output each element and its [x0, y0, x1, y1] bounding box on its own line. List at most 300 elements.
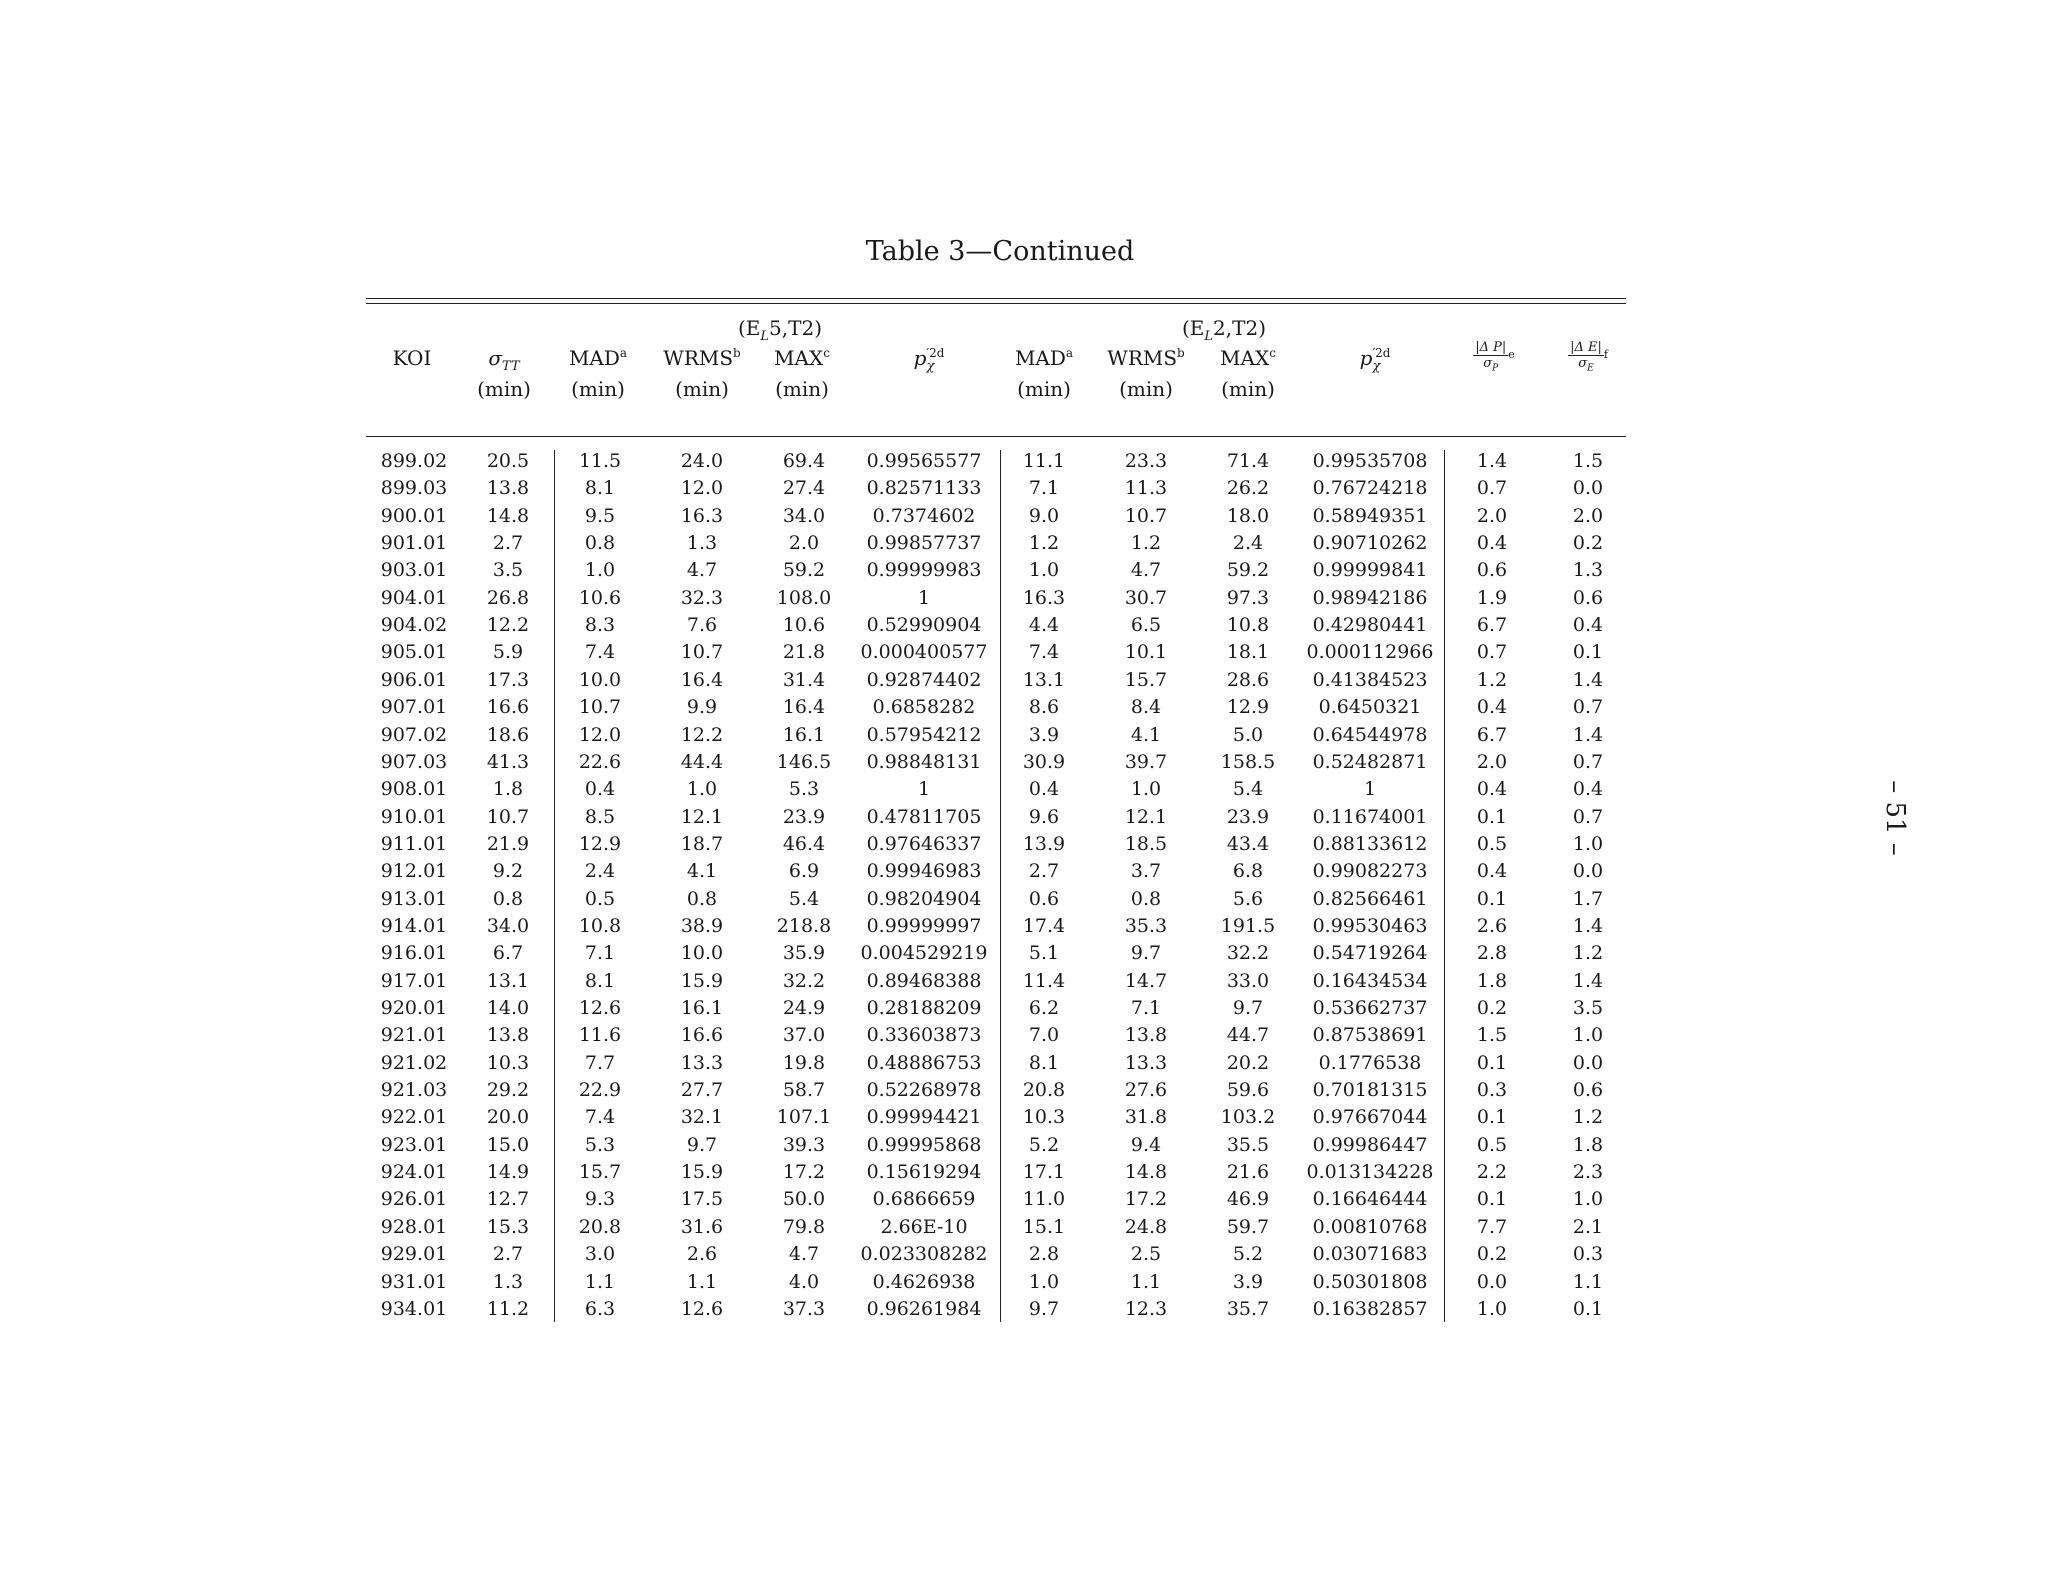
cell-koi: 899.03: [380, 477, 448, 500]
cell-p-chi-el5: 0.15619294: [866, 1161, 982, 1184]
cell-wrms-el2: 12.1: [1124, 805, 1168, 828]
cell-wrms-el2: 0.8: [1130, 887, 1162, 910]
cell-max-el2: 5.6: [1232, 887, 1264, 910]
cell-max-el2: 26.2: [1226, 477, 1270, 500]
cell-p-chi-el2: 0.82566461: [1312, 887, 1428, 910]
cell-wrms-el2: 6.5: [1130, 614, 1162, 637]
cell-delta-e: 0.2: [1572, 532, 1604, 555]
cell-max-el5: 59.2: [782, 559, 826, 582]
cell-wrms-el5: 32.1: [680, 1106, 724, 1129]
group-label-el2: $(E_L2,T2)$: [1182, 316, 1266, 344]
cell-max-el5: 2.0: [788, 532, 820, 555]
cell-koi: 905.01: [380, 641, 448, 664]
cell-sigma-tt: 34.0: [486, 914, 530, 937]
cell-sigma-tt: 17.3: [486, 668, 530, 691]
cell-wrms-el5: 0.8: [686, 887, 718, 910]
cell-mad-el5: 10.8: [578, 914, 622, 937]
cell-delta-p: 2.0: [1476, 750, 1508, 773]
cell-max-el5: 218.8: [776, 914, 832, 937]
cell-delta-e: 2.0: [1572, 504, 1604, 527]
cell-max-el5: 16.4: [782, 696, 826, 719]
cell-wrms-el2: 14.8: [1124, 1161, 1168, 1184]
cell-mad-el2: 1.0: [1028, 559, 1060, 582]
cell-mad-el2: 0.6: [1028, 887, 1060, 910]
cell-p-chi-el2: 0.1776538: [1318, 1051, 1422, 1074]
cell-wrms-el2: 2.5: [1130, 1243, 1162, 1266]
cell-wrms-el5: 7.6: [686, 614, 718, 637]
cell-mad-el5: 15.7: [578, 1161, 622, 1184]
cell-delta-e: 1.7: [1572, 887, 1604, 910]
cell-wrms-el5: 4.7: [686, 559, 718, 582]
cell-mad-el5: 10.7: [578, 696, 622, 719]
cell-p-chi-el5: 0.33603873: [866, 1024, 982, 1047]
cell-wrms-el2: 10.7: [1124, 504, 1168, 527]
col-header-mad-el5: MAD$^a$: [568, 346, 628, 370]
cell-wrms-el2: 1.2: [1130, 532, 1162, 555]
cell-mad-el5: 2.4: [584, 860, 616, 883]
cell-delta-e: 1.4: [1572, 914, 1604, 937]
cell-sigma-tt: 26.8: [486, 586, 530, 609]
cell-mad-el5: 8.1: [584, 477, 616, 500]
cell-mad-el2: 20.8: [1022, 1079, 1066, 1102]
cell-delta-p: 1.8: [1476, 969, 1508, 992]
cell-wrms-el5: 15.9: [680, 1161, 724, 1184]
cell-wrms-el5: 44.4: [680, 750, 724, 773]
cell-koi: 928.01: [380, 1215, 448, 1238]
cell-max-el5: 107.1: [776, 1106, 832, 1129]
cell-max-el5: 31.4: [782, 668, 826, 691]
cell-delta-e: 1.3: [1572, 559, 1604, 582]
cell-mad-el5: 6.3: [584, 1297, 616, 1320]
cell-wrms-el5: 15.9: [680, 969, 724, 992]
unit-sigma: (min): [477, 377, 531, 401]
cell-p-chi-el2: 0.52482871: [1312, 750, 1428, 773]
cell-max-el5: 46.4: [782, 832, 826, 855]
cell-sigma-tt: 15.3: [486, 1215, 530, 1238]
col-header-sigma-tt: $\sigma_{TT}$: [488, 346, 520, 374]
cell-koi: 924.01: [380, 1161, 448, 1184]
cell-sigma-tt: 20.5: [486, 450, 530, 472]
cell-p-chi-el2: 0.42980441: [1312, 614, 1428, 637]
cell-delta-e: 2.1: [1572, 1215, 1604, 1238]
col-header-delta-p: $\frac{\text{|Δ P|}}{\sigma_P}$ $^e$: [1475, 340, 1515, 374]
cell-p-chi-el2: 0.64544978: [1312, 723, 1428, 746]
cell-max-el2: 5.0: [1232, 723, 1264, 746]
cell-sigma-tt: 6.7: [492, 942, 524, 965]
cell-wrms-el5: 38.9: [680, 914, 724, 937]
cell-wrms-el2: 9.7: [1130, 942, 1162, 965]
cell-max-el5: 21.8: [782, 641, 826, 664]
cell-mad-el2: 4.4: [1028, 614, 1060, 637]
cell-p-chi-el5: 0.99857737: [866, 532, 982, 555]
cell-mad-el2: 17.1: [1022, 1161, 1066, 1184]
cell-max-el2: 9.7: [1232, 997, 1264, 1019]
cell-max-el5: 4.0: [788, 1270, 820, 1293]
cell-delta-p: 0.1: [1476, 887, 1508, 910]
cell-p-chi-el5: 0.99946983: [866, 860, 982, 883]
cell-sigma-tt: 13.8: [486, 477, 530, 500]
cell-mad-el2: 7.0: [1028, 1024, 1060, 1047]
cell-delta-p: 1.9: [1476, 586, 1508, 609]
cell-p-chi-el2: 0.88133612: [1312, 832, 1428, 855]
cell-koi: 907.01: [380, 696, 448, 719]
cell-wrms-el5: 12.0: [680, 477, 724, 500]
cell-sigma-tt: 5.9: [492, 641, 524, 664]
unit-mad-el2: (min): [1017, 377, 1071, 401]
cell-wrms-el2: 14.7: [1124, 969, 1168, 992]
col-header-p-el5: $p^{'2d}_\chi$: [913, 346, 945, 374]
cell-p-chi-el5: 0.6858282: [872, 696, 976, 719]
cell-koi: 914.01: [380, 914, 448, 937]
top-rule-double: [366, 303, 1626, 304]
cell-koi: 926.01: [380, 1188, 448, 1211]
cell-p-chi-el2: 0.99530463: [1312, 914, 1428, 937]
cell-koi: 921.02: [380, 1051, 448, 1074]
cell-sigma-tt: 12.2: [486, 614, 530, 637]
cell-delta-p: 0.1: [1476, 1188, 1508, 1211]
cell-delta-e: 1.0: [1572, 1188, 1604, 1211]
cell-koi: 920.01: [380, 997, 448, 1019]
cell-p-chi-el2: 0.76724218: [1312, 477, 1428, 500]
cell-max-el5: 19.8: [782, 1051, 826, 1074]
cell-max-el5: 108.0: [776, 586, 832, 609]
cell-max-el2: 32.2: [1226, 942, 1270, 965]
cell-mad-el5: 1.0: [584, 559, 616, 582]
cell-p-chi-el2: 0.53662737: [1312, 997, 1428, 1019]
cell-wrms-el2: 23.3: [1124, 450, 1168, 472]
cell-mad-el2: 11.1: [1022, 450, 1066, 472]
cell-mad-el5: 9.5: [584, 504, 616, 527]
cell-p-chi-el2: 0.58949351: [1312, 504, 1428, 527]
cell-delta-p: 0.4: [1476, 860, 1508, 883]
cell-p-chi-el2: 0.70181315: [1312, 1079, 1428, 1102]
cell-wrms-el2: 1.1: [1130, 1270, 1162, 1293]
cell-max-el2: 43.4: [1226, 832, 1270, 855]
cell-delta-e: 0.1: [1572, 1297, 1604, 1320]
cell-koi: 904.01: [380, 586, 448, 609]
cell-delta-e: 0.1: [1572, 641, 1604, 664]
cell-koi: 907.03: [380, 750, 448, 773]
cell-delta-p: 2.0: [1476, 504, 1508, 527]
cell-delta-p: 7.7: [1476, 1215, 1508, 1238]
cell-wrms-el2: 35.3: [1124, 914, 1168, 937]
cell-max-el2: 2.4: [1232, 532, 1264, 555]
cell-koi: 922.01: [380, 1106, 448, 1129]
cell-p-chi-el2: 0.16646444: [1312, 1188, 1428, 1211]
cell-p-chi-el2: 0.54719264: [1312, 942, 1428, 965]
cell-max-el5: 24.9: [782, 997, 826, 1019]
group-label-el5: $(E_L5,T2)$: [738, 316, 822, 344]
cell-max-el2: 33.0: [1226, 969, 1270, 992]
cell-delta-e: 0.6: [1572, 1079, 1604, 1102]
separator-before-el2: [1000, 450, 1001, 1322]
cell-p-chi-el5: 0.52990904: [866, 614, 982, 637]
cell-delta-e: 1.4: [1572, 723, 1604, 746]
cell-wrms-el5: 13.3: [680, 1051, 724, 1074]
cell-wrms-el5: 10.7: [680, 641, 724, 664]
col-header-mad-el2: MAD$^a$: [1014, 346, 1074, 370]
cell-delta-p: 1.5: [1476, 1024, 1508, 1047]
col-header-wrms-el5: WRMS$^b$: [663, 346, 741, 370]
cell-wrms-el2: 1.0: [1130, 778, 1162, 801]
cell-delta-p: 0.1: [1476, 805, 1508, 828]
cell-p-chi-el2: 0.6450321: [1318, 696, 1422, 719]
cell-mad-el5: 9.3: [584, 1188, 616, 1211]
cell-max-el2: 20.2: [1226, 1051, 1270, 1074]
cell-p-chi-el5: 1: [917, 586, 931, 609]
cell-wrms-el5: 1.1: [686, 1270, 718, 1293]
cell-p-chi-el5: 0.99994421: [866, 1106, 982, 1129]
cell-wrms-el5: 24.0: [680, 450, 724, 472]
cell-max-el2: 103.2: [1220, 1106, 1276, 1129]
cell-mad-el2: 8.6: [1028, 696, 1060, 719]
cell-max-el5: 37.0: [782, 1024, 826, 1047]
cell-wrms-el5: 1.0: [686, 778, 718, 801]
cell-delta-e: 0.4: [1572, 778, 1604, 801]
cell-p-chi-el5: 0.4626938: [872, 1270, 976, 1293]
cell-delta-e: 1.8: [1572, 1133, 1604, 1156]
cell-max-el5: 5.3: [788, 778, 820, 801]
cell-mad-el2: 9.7: [1028, 1297, 1060, 1320]
cell-p-chi-el5: 0.92874402: [866, 668, 982, 691]
col-header-delta-e: $\frac{\text{|Δ E|}}{\sigma_E}$ $^f$: [1570, 340, 1608, 374]
cell-wrms-el2: 27.6: [1124, 1079, 1168, 1102]
cell-max-el5: 27.4: [782, 477, 826, 500]
cell-wrms-el5: 1.3: [686, 532, 718, 555]
cell-delta-e: 0.7: [1572, 805, 1604, 828]
cell-koi: 899.02: [380, 450, 448, 472]
cell-p-chi-el5: 0.82571133: [866, 477, 982, 500]
cell-p-chi-el2: 0.99535708: [1312, 450, 1428, 472]
cell-mad-el2: 6.2: [1028, 997, 1060, 1019]
cell-wrms-el5: 16.6: [680, 1024, 724, 1047]
cell-sigma-tt: 21.9: [486, 832, 530, 855]
cell-p-chi-el2: 0.90710262: [1312, 532, 1428, 555]
cell-max-el2: 3.9: [1232, 1270, 1264, 1293]
cell-wrms-el5: 12.2: [680, 723, 724, 746]
unit-wrms-el5: (min): [675, 377, 729, 401]
cell-p-chi-el2: 0.98942186: [1312, 586, 1428, 609]
cell-wrms-el2: 8.4: [1130, 696, 1162, 719]
cell-sigma-tt: 29.2: [486, 1079, 530, 1102]
cell-max-el2: 191.5: [1220, 914, 1276, 937]
cell-delta-e: 0.0: [1572, 1051, 1604, 1074]
cell-wrms-el5: 9.9: [686, 696, 718, 719]
cell-koi: 916.01: [380, 942, 448, 965]
cell-mad-el5: 12.9: [578, 832, 622, 855]
cell-mad-el5: 12.6: [578, 997, 622, 1019]
cell-mad-el2: 5.2: [1028, 1133, 1060, 1156]
cell-sigma-tt: 2.7: [492, 532, 524, 555]
cell-p-chi-el2: 0.03071683: [1312, 1243, 1428, 1266]
cell-p-chi-el2: 0.013134228: [1306, 1161, 1434, 1184]
cell-wrms-el5: 4.1: [686, 860, 718, 883]
cell-p-chi-el5: 0.7374602: [872, 504, 976, 527]
cell-wrms-el2: 11.3: [1124, 477, 1168, 500]
cell-delta-p: 1.0: [1476, 1297, 1508, 1320]
cell-max-el5: 34.0: [782, 504, 826, 527]
page-number: – 51 –: [1879, 780, 1910, 856]
cell-koi: 934.01: [380, 1297, 448, 1320]
cell-wrms-el2: 39.7: [1124, 750, 1168, 773]
cell-delta-e: 0.7: [1572, 750, 1604, 773]
cell-mad-el5: 11.6: [578, 1024, 622, 1047]
cell-max-el2: 12.9: [1226, 696, 1270, 719]
cell-wrms-el5: 27.7: [680, 1079, 724, 1102]
col-header-wrms-el2: WRMS$^b$: [1107, 346, 1185, 370]
cell-delta-p: 0.6: [1476, 559, 1508, 582]
col-header-max-el2: MAX$^c$: [1220, 346, 1276, 370]
cell-koi: 904.02: [380, 614, 448, 637]
col-header-p-el2: $p^{'2d}_\chi$: [1359, 346, 1391, 374]
cell-delta-p: 0.4: [1476, 532, 1508, 555]
cell-wrms-el5: 31.6: [680, 1215, 724, 1238]
cell-p-chi-el5: 0.000400577: [860, 641, 988, 664]
cell-sigma-tt: 14.0: [486, 997, 530, 1019]
cell-mad-el2: 13.9: [1022, 832, 1066, 855]
cell-max-el5: 4.7: [788, 1243, 820, 1266]
cell-koi: 907.02: [380, 723, 448, 746]
cell-delta-e: 0.0: [1572, 860, 1604, 883]
cell-sigma-tt: 1.8: [492, 778, 524, 801]
cell-mad-el5: 3.0: [584, 1243, 616, 1266]
cell-delta-p: 2.8: [1476, 942, 1508, 965]
cell-wrms-el2: 17.2: [1124, 1188, 1168, 1211]
cell-delta-e: 1.2: [1572, 942, 1604, 965]
cell-max-el2: 18.0: [1226, 504, 1270, 527]
cell-p-chi-el2: 0.50301808: [1312, 1270, 1428, 1293]
cell-wrms-el5: 9.7: [686, 1133, 718, 1156]
cell-wrms-el2: 24.8: [1124, 1215, 1168, 1238]
cell-koi: 921.01: [380, 1024, 448, 1047]
cell-p-chi-el5: 0.98848131: [866, 750, 982, 773]
cell-mad-el2: 15.1: [1022, 1215, 1066, 1238]
cell-delta-p: 0.4: [1476, 696, 1508, 719]
cell-max-el5: 37.3: [782, 1297, 826, 1320]
unit-mad-el5: (min): [571, 377, 625, 401]
cell-delta-e: 0.0: [1572, 477, 1604, 500]
cell-delta-e: 1.4: [1572, 969, 1604, 992]
cell-max-el2: 71.4: [1226, 450, 1270, 472]
cell-mad-el2: 3.9: [1028, 723, 1060, 746]
cell-p-chi-el5: 0.52268978: [866, 1079, 982, 1102]
cell-mad-el2: 1.0: [1028, 1270, 1060, 1293]
cell-max-el2: 21.6: [1226, 1161, 1270, 1184]
cell-sigma-tt: 18.6: [486, 723, 530, 746]
cell-mad-el5: 1.1: [584, 1270, 616, 1293]
cell-max-el2: 158.5: [1220, 750, 1276, 773]
cell-delta-p: 0.2: [1476, 997, 1508, 1019]
cell-max-el5: 23.9: [782, 805, 826, 828]
cell-sigma-tt: 16.6: [486, 696, 530, 719]
cell-sigma-tt: 2.7: [492, 1243, 524, 1266]
cell-mad-el5: 22.6: [578, 750, 622, 773]
cell-delta-e: 1.4: [1572, 668, 1604, 691]
cell-max-el5: 146.5: [776, 750, 832, 773]
cell-delta-p: 0.5: [1476, 832, 1508, 855]
cell-max-el2: 97.3: [1226, 586, 1270, 609]
cell-p-chi-el2: 0.00810768: [1312, 1215, 1428, 1238]
cell-p-chi-el5: 0.96261984: [866, 1297, 982, 1320]
cell-wrms-el5: 2.6: [686, 1243, 718, 1266]
cell-delta-e: 0.4: [1572, 614, 1604, 637]
cell-mad-el2: 10.3: [1022, 1106, 1066, 1129]
cell-sigma-tt: 13.8: [486, 1024, 530, 1047]
cell-p-chi-el2: 0.16434534: [1312, 969, 1428, 992]
cell-wrms-el2: 15.7: [1124, 668, 1168, 691]
cell-wrms-el2: 31.8: [1124, 1106, 1168, 1129]
cell-p-chi-el5: 0.98204904: [866, 887, 982, 910]
cell-sigma-tt: 41.3: [486, 750, 530, 773]
cell-mad-el2: 11.0: [1022, 1188, 1066, 1211]
cell-wrms-el5: 12.1: [680, 805, 724, 828]
header-rule: [366, 436, 1626, 437]
cell-delta-e: 1.1: [1572, 1270, 1604, 1293]
cell-wrms-el2: 4.7: [1130, 559, 1162, 582]
cell-koi: 913.01: [380, 887, 448, 910]
cell-delta-p: 2.6: [1476, 914, 1508, 937]
cell-mad-el2: 17.4: [1022, 914, 1066, 937]
cell-wrms-el2: 3.7: [1130, 860, 1162, 883]
cell-p-chi-el5: 0.99999997: [866, 914, 982, 937]
cell-p-chi-el5: 0.57954212: [866, 723, 982, 746]
cell-koi: 911.01: [380, 832, 448, 855]
cell-delta-e: 0.7: [1572, 696, 1604, 719]
cell-delta-p: 0.7: [1476, 477, 1508, 500]
cell-max-el5: 32.2: [782, 969, 826, 992]
cell-mad-el5: 7.4: [584, 641, 616, 664]
cell-mad-el5: 10.6: [578, 586, 622, 609]
cell-mad-el2: 0.4: [1028, 778, 1060, 801]
cell-sigma-tt: 9.2: [492, 860, 524, 883]
cell-delta-e: 0.6: [1572, 586, 1604, 609]
table-title: Table 3—Continued: [865, 236, 1135, 267]
cell-max-el5: 6.9: [788, 860, 820, 883]
cell-max-el2: 59.6: [1226, 1079, 1270, 1102]
cell-wrms-el2: 7.1: [1130, 997, 1162, 1019]
cell-koi: 906.01: [380, 668, 448, 691]
cell-p-chi-el2: 0.16382857: [1312, 1297, 1428, 1320]
cell-mad-el2: 8.1: [1028, 1051, 1060, 1074]
cell-sigma-tt: 1.3: [492, 1270, 524, 1293]
cell-koi: 931.01: [380, 1270, 448, 1293]
cell-wrms-el5: 16.1: [680, 997, 724, 1019]
cell-wrms-el5: 18.7: [680, 832, 724, 855]
cell-mad-el5: 8.5: [584, 805, 616, 828]
cell-delta-p: 0.5: [1476, 1133, 1508, 1156]
cell-max-el2: 6.8: [1232, 860, 1264, 883]
cell-max-el2: 44.7: [1226, 1024, 1270, 1047]
cell-max-el2: 10.8: [1226, 614, 1270, 637]
cell-delta-p: 0.2: [1476, 1243, 1508, 1266]
cell-delta-e: 0.3: [1572, 1243, 1604, 1266]
cell-p-chi-el5: 0.97646337: [866, 832, 982, 855]
cell-mad-el2: 13.1: [1022, 668, 1066, 691]
cell-p-chi-el2: 0.97667044: [1312, 1106, 1428, 1129]
cell-p-chi-el5: 0.6866659: [872, 1188, 976, 1211]
cell-max-el2: 5.2: [1232, 1243, 1264, 1266]
cell-mad-el5: 20.8: [578, 1215, 622, 1238]
cell-p-chi-el2: 0.41384523: [1312, 668, 1428, 691]
cell-delta-e: 1.5: [1572, 450, 1604, 472]
cell-mad-el2: 30.9: [1022, 750, 1066, 773]
cell-koi: 929.01: [380, 1243, 448, 1266]
cell-max-el2: 35.7: [1226, 1297, 1270, 1320]
cell-p-chi-el5: 2.66E-10: [880, 1215, 968, 1238]
cell-wrms-el2: 9.4: [1130, 1133, 1162, 1156]
cell-p-chi-el2: 0.99999841: [1312, 559, 1428, 582]
cell-wrms-el5: 32.3: [680, 586, 724, 609]
